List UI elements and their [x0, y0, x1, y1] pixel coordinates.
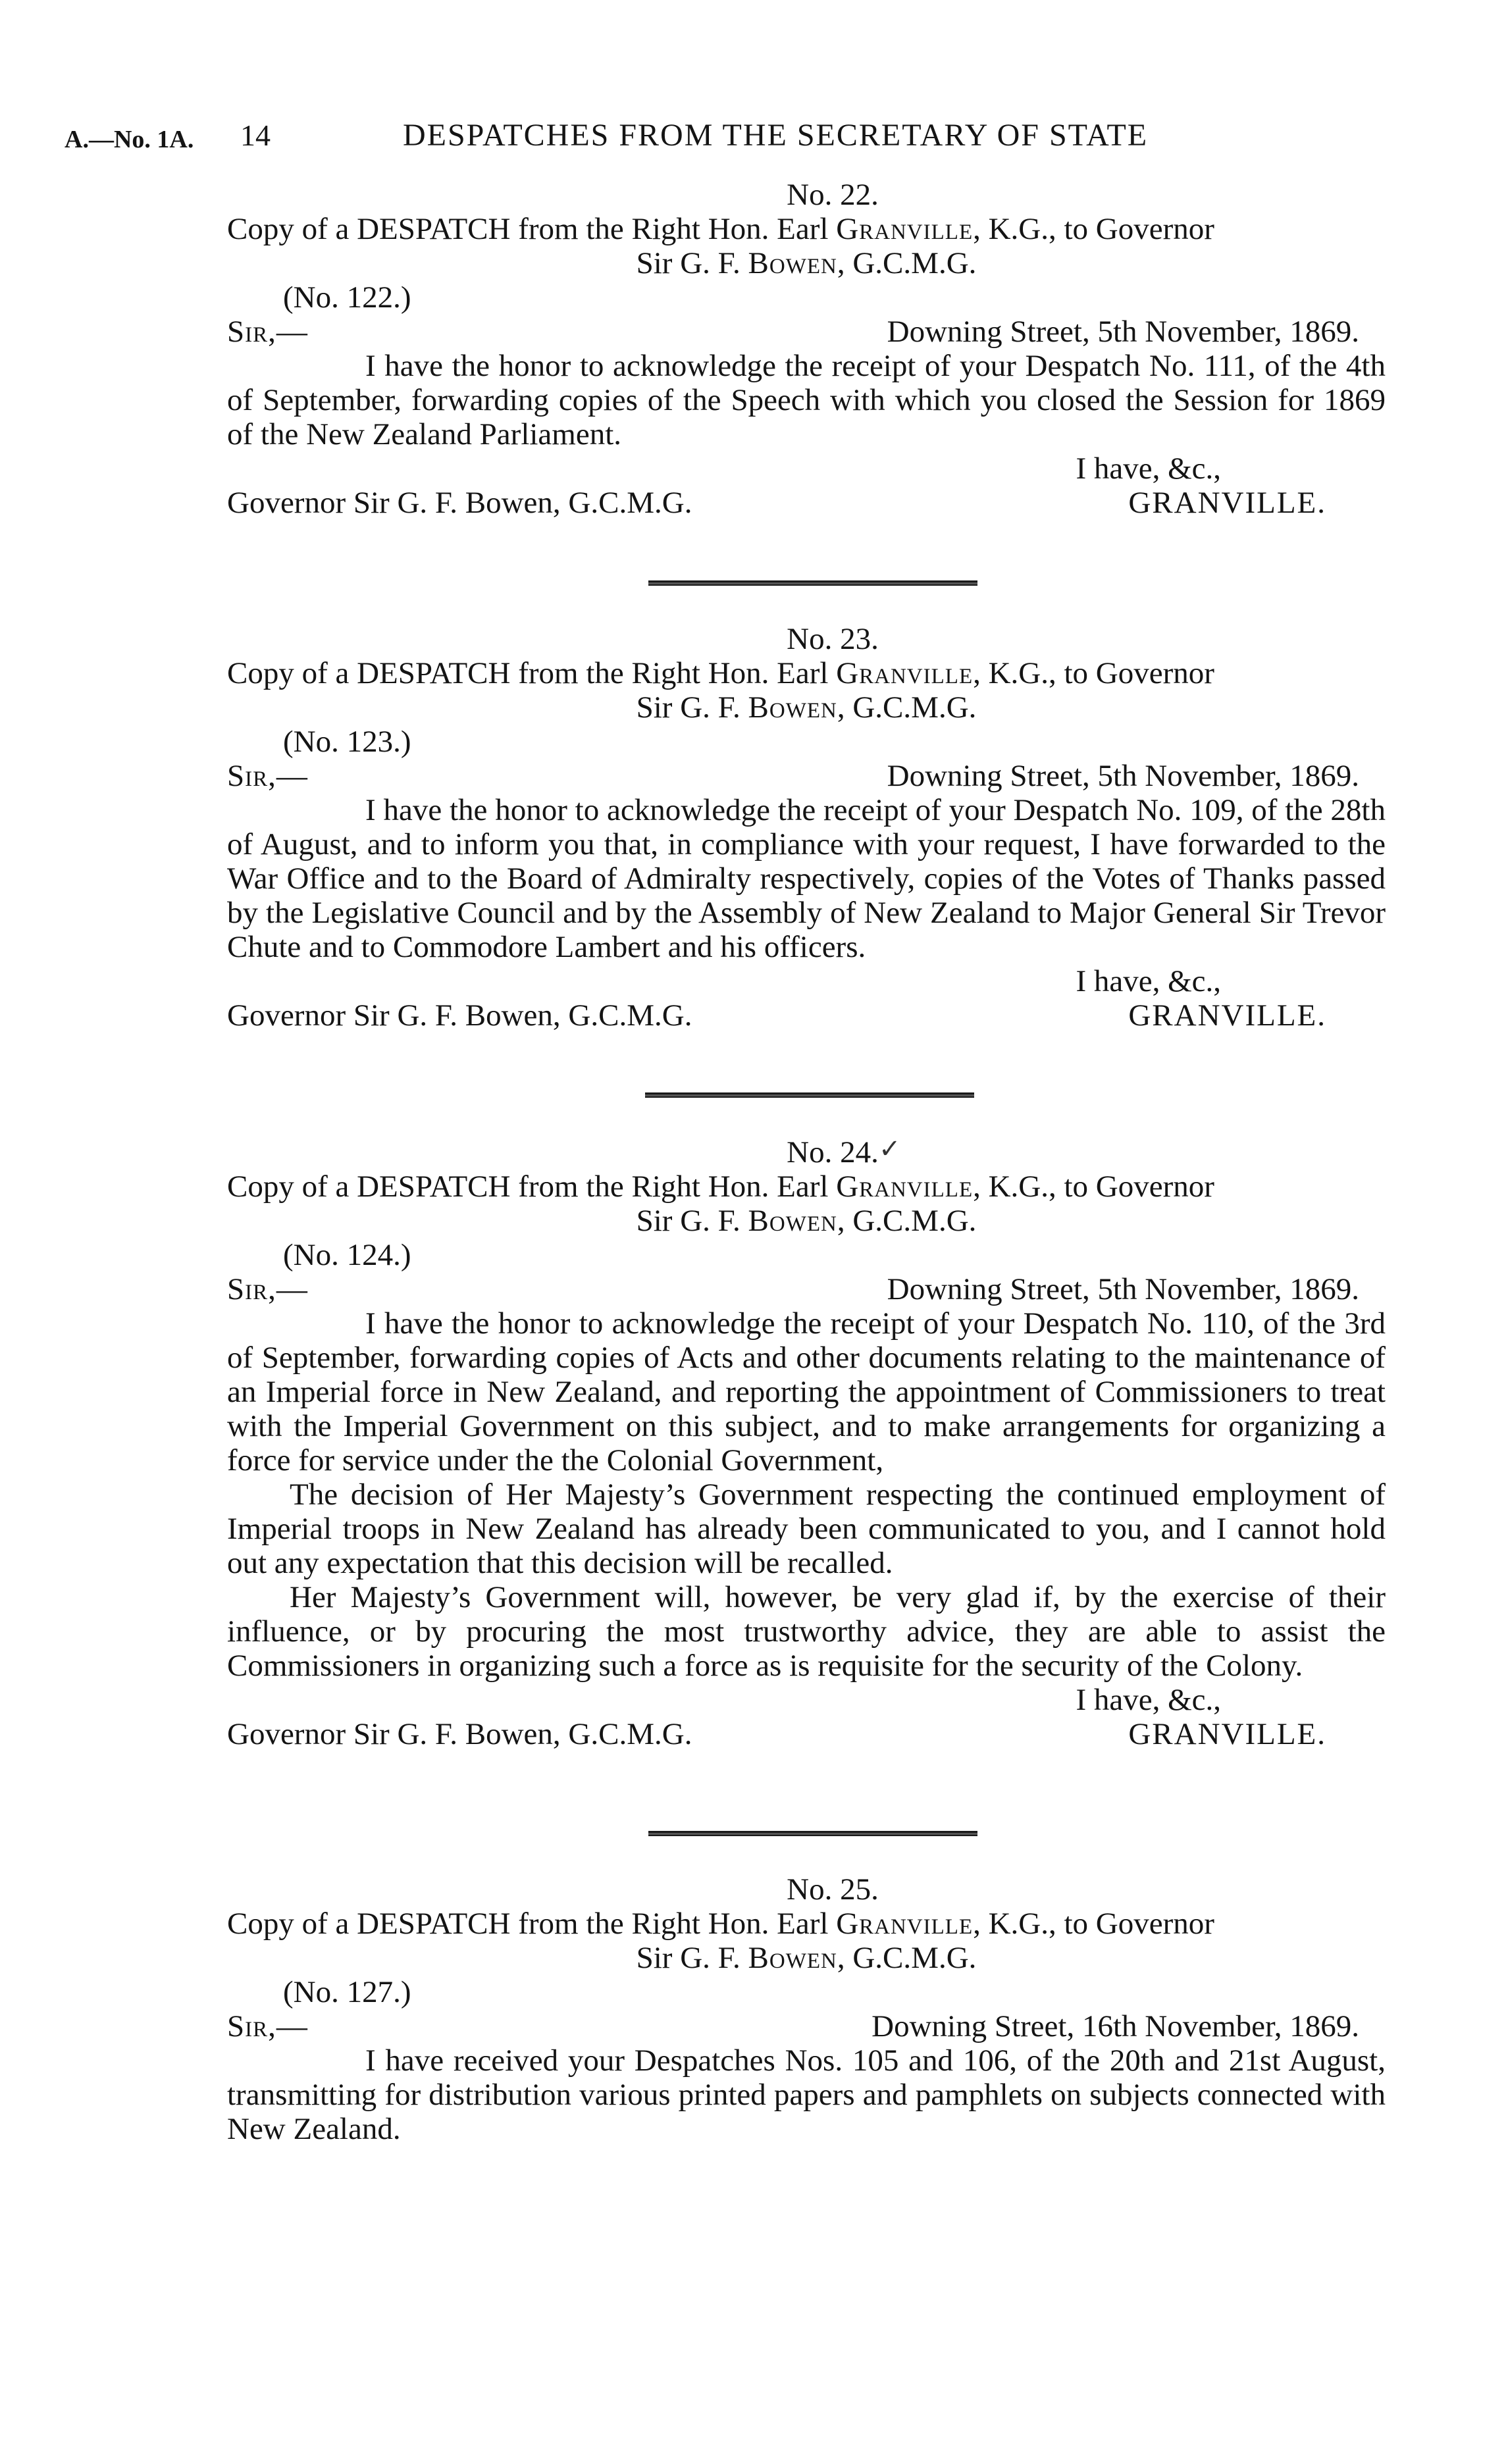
despatch-body [227, 1306, 1386, 1683]
despatch-ref-number: (No. 124.) [283, 1238, 411, 1272]
despatch-caption-line2: Sir G. F. Bowen, G.C.M.G. [636, 1204, 977, 1238]
paper-reference: A.—No. 1A. [65, 126, 194, 153]
despatch-caption: Copy of a DESPATCH from the Right Hon. Earl Granville, K.G., to Governor [227, 1907, 1214, 1941]
despatch-caption: Copy of a DESPATCH from the Right Hon. Earl Granville, K.G., to Governor [227, 656, 1214, 690]
despatch-caption: Copy of a DESPATCH from the Right Hon. Earl Granville, K.G., to Governor [227, 1169, 1214, 1204]
paragraph: I have the honor to acknowledge the receipt of your Despatch No. 111, of the 4th of September, forwarding copies of the Speech with which you closed the Session for 1869 of the New Zealand Parliament. [227, 349, 1386, 451]
salutation: Sir,— [227, 1272, 308, 1306]
header-title: DESPATCHES FROM THE SECRETARY OF STATE [403, 118, 1149, 153]
addressee: Governor Sir G. F. Bowen, G.C.M.G. [227, 998, 692, 1033]
despatch-body [227, 2043, 1386, 2146]
closing: I have, &c., [1076, 964, 1221, 998]
salutation-line [227, 759, 1386, 793]
separator-rule [645, 1092, 974, 1098]
salutation: Sir,— [227, 315, 308, 349]
paragraph: I have the honor to acknowledge the receipt of your Despatch No. 109, of the 28th of August, and to inform you that, in compliance with your request, I have forwarded to the War Office and to the Board of Admiralty respectively, copies of the Votes of Thanks passed by the Legislative Council and by the Assembly of New Zealand to Major General Sir Trevor Chute and to Commodore Lambert and his officers. [227, 793, 1386, 964]
salutation-line [227, 2009, 1386, 2043]
paragraph: I have received your Despatches Nos. 105 and 106, of the 20th and 21st August, transmitting for distribution various printed papers and pamphlets on subjects connected with New Zealand. [227, 2043, 1386, 2146]
pencil-tick-mark: ✓ [879, 1134, 901, 1164]
despatch-22 [227, 178, 1386, 520]
place-date: Downing Street, 5th November, 1869. [887, 759, 1359, 793]
salutation: Sir,— [227, 759, 308, 793]
separator-rule [648, 580, 977, 586]
closing: I have, &c., [1076, 451, 1221, 486]
despatch-caption-line2: Sir G. F. Bowen, G.C.M.G. [636, 690, 977, 725]
paragraph: The decision of Her Majesty’s Government respecting the continued employment of Imperial troops in New Zealand has already been communicated to you, and I cannot hold out any expectation that this decision will be recalled. [227, 1477, 1386, 1580]
despatch-23 [227, 622, 1386, 1033]
signature: GRANVILLE. [1128, 1717, 1326, 1751]
salutation-line [227, 1272, 1386, 1306]
despatch-ref-number: (No. 127.) [283, 1975, 411, 2009]
despatch-number: No. 22. [787, 178, 879, 212]
running-header [0, 117, 1508, 157]
despatch-caption-line2: Sir G. F. Bowen, G.C.M.G. [636, 246, 977, 280]
paragraph: I have the honor to acknowledge the receipt of your Despatch No. 110, of the 3rd of September, forwarding copies of Acts and other documents relating to the maintenance of an Imperial force in New Zealand, and reporting the appointment of Commissioners to treat with the Imperial Government on this subject, and to make arrangements for organizing a force for service under the the Colonial Government, [227, 1306, 1386, 1477]
signature: GRANVILLE. [1128, 486, 1326, 520]
despatch-caption: Copy of a DESPATCH from the Right Hon. Earl Granville, K.G., to Governor [227, 212, 1214, 246]
signature-line [227, 486, 1386, 520]
place-date: Downing Street, 16th November, 1869. [871, 2009, 1359, 2043]
signature-line [227, 1717, 1386, 1751]
despatch-ref-number: (No. 123.) [283, 725, 411, 759]
despatch-caption-line2: Sir G. F. Bowen, G.C.M.G. [636, 1941, 977, 1975]
despatch-body [227, 793, 1386, 964]
closing: I have, &c., [1076, 1683, 1221, 1717]
salutation-line [227, 315, 1386, 349]
separator-rule [648, 1831, 977, 1836]
despatch-body [227, 349, 1386, 451]
addressee: Governor Sir G. F. Bowen, G.C.M.G. [227, 486, 692, 520]
despatch-25 [227, 1872, 1386, 2146]
addressee: Governor Sir G. F. Bowen, G.C.M.G. [227, 1717, 692, 1751]
page-number: 14 [240, 118, 271, 152]
despatch-number: No. 25. [787, 1872, 879, 1907]
despatch-number: No. 23. [787, 622, 879, 656]
signature: GRANVILLE. [1128, 998, 1326, 1033]
despatch-24 [227, 1135, 1386, 1751]
despatch-number: No. 24. [787, 1135, 879, 1169]
place-date: Downing Street, 5th November, 1869. [887, 315, 1359, 349]
salutation: Sir,— [227, 2009, 308, 2043]
signature-line [227, 998, 1386, 1033]
paragraph: Her Majesty’s Government will, however, be very glad if, by the exercise of their influence, or by procuring the most trustworthy advice, they are able to assist the Commissioners in organizing such a force as is requisite for the security of the Colony. [227, 1580, 1386, 1683]
despatch-ref-number: (No. 122.) [283, 280, 411, 315]
place-date: Downing Street, 5th November, 1869. [887, 1272, 1359, 1306]
